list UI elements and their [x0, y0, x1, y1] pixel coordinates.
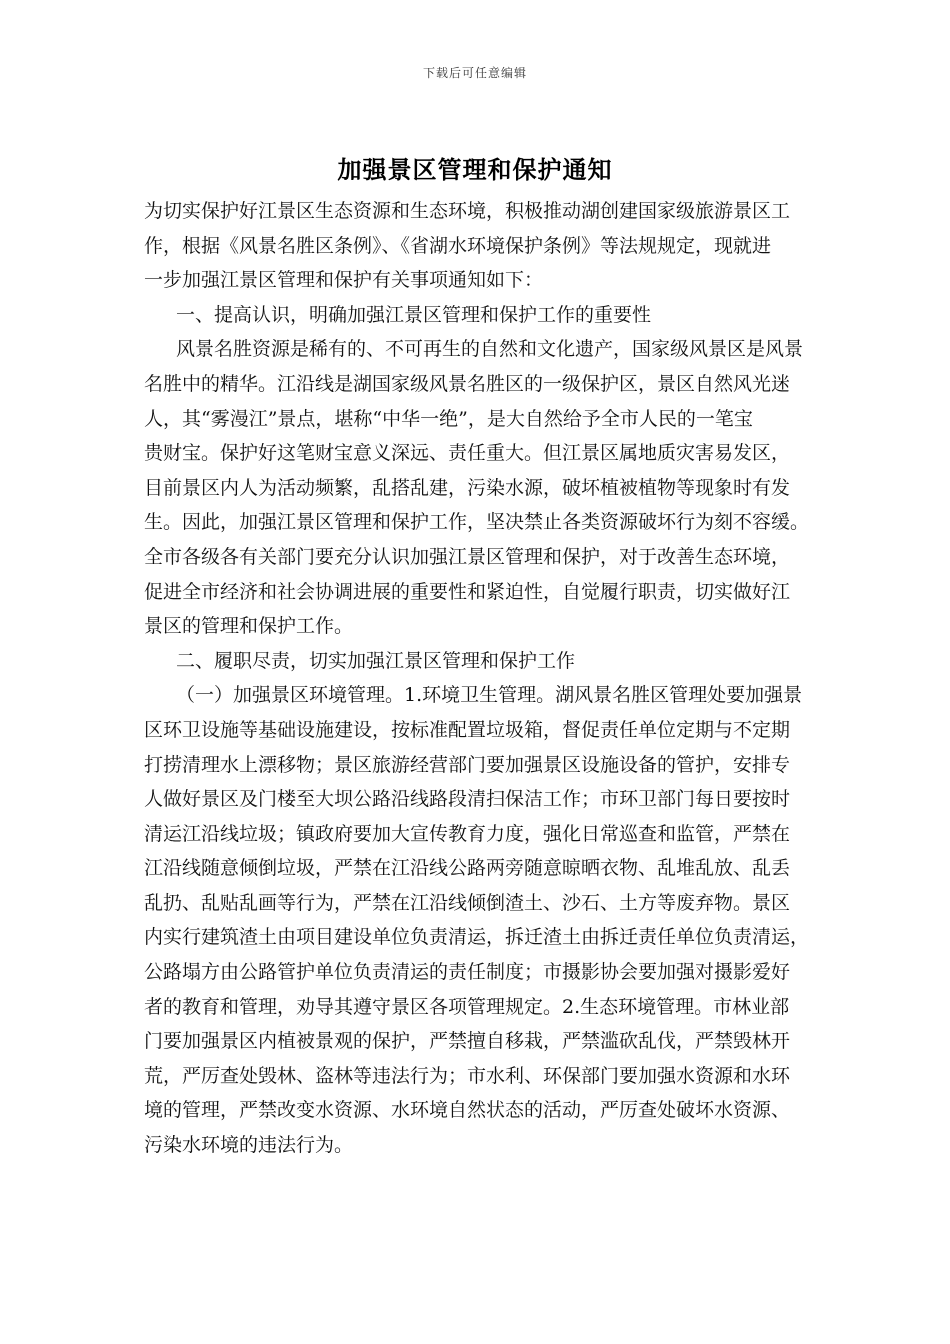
- body-line: 为切实保护好江景区生态资源和生态环境，积极推动湖创建国家级旅游景区工: [144, 200, 791, 222]
- document-title: 加强景区管理和保护通知: [337, 155, 613, 184]
- body-line: 区环卫设施等基础设施建设，按标准配置垃圾箱，督促责任单位定期与不定期: [144, 718, 791, 741]
- body-line: 门要加强景区内植被景观的保护，严禁擅自移栽，严禁滥砍乱伐，严禁毁林开: [144, 1030, 791, 1053]
- body-line: 内实行建筑渣土由项目建设单位负责清运，拆迁渣土由拆迁责任单位负责清运，: [144, 926, 810, 949]
- body-line: 江沿线随意倾倒垃圾，严禁在江沿线公路两旁随意晾晒衣物、乱堆乱放、乱丢: [144, 857, 791, 880]
- body-line: 作，根据《风景名胜区条例》、《省湖水环境保护条例》等法规规定，现就进: [144, 234, 772, 257]
- document-body: [144, 198, 824, 1167]
- body-line: 荒，严厉查处毁林、盗林等违法行为；市水利、环保部门要加强水资源和水环: [144, 1064, 791, 1087]
- body-line: 打捞清理水上漂移物；景区旅游经营部门要加强景区设施设备的管护，安排专: [144, 753, 791, 776]
- body-line: 一步加强江景区管理和保护有关事项通知如下：: [144, 269, 544, 292]
- body-line: 公路塌方由公路管护单位负责清运的责任制度；市摄影协会要加强对摄影爱好: [144, 961, 791, 984]
- body-line: 促进全市经济和社会协调进展的重要性和紧迫性，自觉履行职责，切实做好江: [144, 580, 791, 603]
- body-line: 境的管理，严禁改变水资源、水环境自然状态的活动，严厉查处破坏水资源、: [144, 1099, 791, 1122]
- body-line: 清运江沿线垃圾；镇政府要加大宣传教育力度，强化日常巡查和监管，严禁在: [144, 822, 791, 845]
- body-line: 全市各级各有关部门要充分认识加强江景区管理和保护，对于改善生态环境，: [144, 545, 791, 568]
- body-line: 生。因此，加强江景区管理和保护工作，坚决禁止各类资源破坏行为刻不容缓。: [144, 511, 810, 534]
- body-line: 目前景区内人为活动频繁，乱搭乱建，污染水源，破坏植被植物等现象时有发: [144, 476, 791, 499]
- body-line: 名胜中的精华。江沿线是湖国家级风景名胜区的一级保护区，景区自然风光迷: [144, 372, 791, 395]
- section-heading: 一、提高认识，明确加强江景区管理和保护工作的重要性: [176, 303, 652, 326]
- section-heading: 二、履职尽责，切实加强江景区管理和保护工作: [176, 649, 576, 672]
- body-line: 乱扔、乱贴乱画等行为，严禁在江沿线倾倒渣土、沙石、土方等废弃物。景区: [144, 891, 791, 914]
- body-line: 人，其“雾漫江”景点，堪称“中华一绝”，是大自然给予全市人民的一笔宝: [144, 407, 753, 430]
- body-line: 者的教育和管理，劝导其遵守景区各项管理规定。2.生态环境管理。市林业部: [144, 995, 790, 1018]
- body-line: 污染水环境的违法行为。: [144, 1134, 354, 1157]
- body-line: 人做好景区及门楼至大坝公路沿线路段清扫保洁工作；市环卫部门每日要按时: [144, 788, 791, 811]
- body-line: （一）加强景区环境管理。1.环境卫生管理。湖风景名胜区管理处要加强景: [176, 684, 803, 707]
- body-line: 贵财宝。保护好这笔财宝意义深远、责任重大。但江景区属地质灾害易发区，: [144, 442, 791, 465]
- body-line: 景区的管理和保护工作。: [144, 615, 354, 638]
- header-note: 下载后可任意编辑: [422, 66, 527, 80]
- body-line: 风景名胜资源是稀有的、不可再生的自然和文化遗产，国家级风景区是风景: [176, 338, 804, 361]
